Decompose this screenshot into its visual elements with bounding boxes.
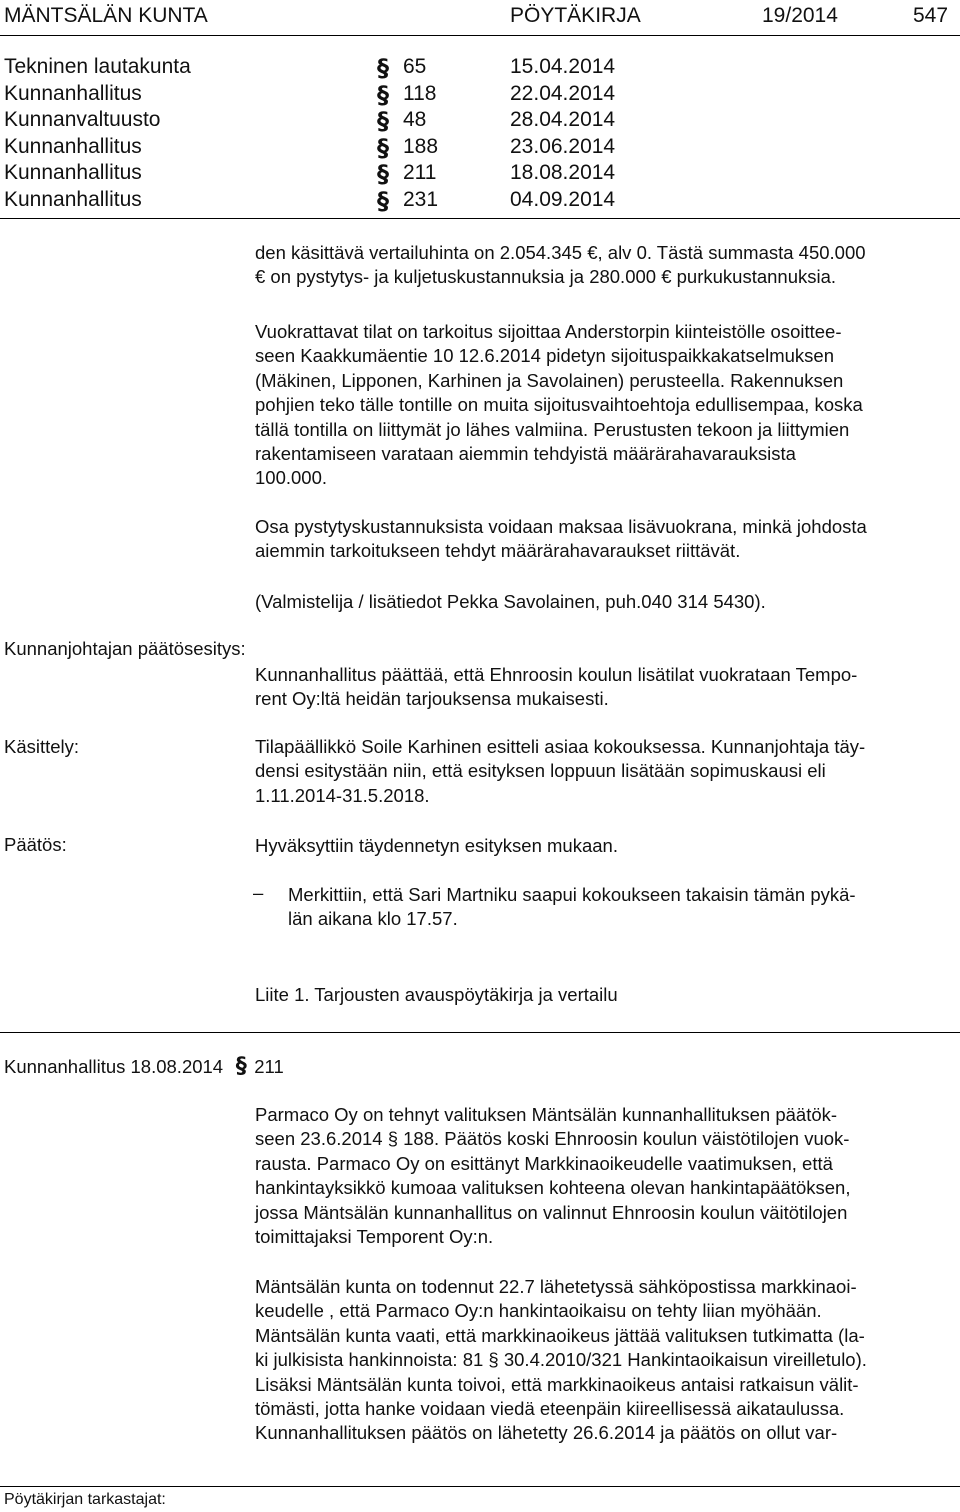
attachment-note [255,983,960,1007]
text-line: Hyväksyttiin täydennetyn esityksen mukaan. [255,835,618,856]
section-sign-icon: § [377,134,389,162]
proposal-text [255,663,960,712]
footer-label: Pöytäkirjan tarkastajat: [4,1491,166,1508]
handling-label: Käsittely: [4,736,80,757]
proposal-label: Kunnanjohtajan päätösesitys: [4,638,246,659]
page-number: 547 [913,4,949,27]
paragraph-price [255,241,960,290]
text-line: pohjien teko tälle tontille on muita sijoitusvaihtoehtoja edullisempaa, koska [255,394,863,416]
text-line: seen 23.6.2014 § 188. Päätös koski Ehnroosin koulun väistötilojen vuok- [255,1128,850,1150]
text-line: Kunnanhallitus päättää, että Ehnroosin koulun lisätilat vuokrataan Tempo- [255,664,858,685]
section-sign-icon: § [377,160,389,188]
text-line: Parmaco Oy on tehnyt valituksen Mäntsälän kunnanhallituksen päätök- [255,1104,838,1125]
history-section: 118 [403,82,437,105]
text-line: toimittajaksi Temporent Oy:n. [255,1226,494,1248]
text-line: Merkittiin, että Sari Martniku saapui kokoukseen takaisin tämän pykä- [288,884,856,905]
document-type: PÖYTÄKIRJA [510,4,641,27]
text-line: Tilapäällikkö Soile Karhinen esitteli asiaa kokouksessa. Kunnanjohtaja täy- [255,736,866,757]
document-number: 19/2014 [762,4,838,27]
text-line: Lisäksi Mäntsälän kunta toivoi, että markkinaoikeus antaisi ratkaisun välit- [255,1373,859,1395]
history-body: Kunnanhallitus [4,135,142,158]
text-line: densi esitystään niin, että esityksen loppuun lisätään sopimuskausi eli [255,760,826,782]
history-body: Tekninen lautakunta [4,55,191,78]
bullet-text [288,883,960,932]
text-line: län aikana klo 17.57. [288,908,458,930]
section-sign-icon: § [377,187,389,215]
footer-divider [0,1486,960,1487]
text-line: tömästi, jotta hanke voidaan viedä eteenpäin kiireellisessä aikataulussa. [255,1398,845,1420]
text-line: seen Kaakkumäentie 10 12.6.2014 pidetyn sijoituspaikkakatselmuksen [255,345,835,367]
meeting-reference [4,1054,284,1079]
meeting-body: Kunnanhallitus 18.08.2014 [4,1056,224,1077]
text-line: rakentamiseen varataan aiemmin tehdyistä määrärahavarauksista [255,443,796,465]
text-line: Vuokrattavat tilat on tarkoitus sijoittaa Anderstorpin kiinteistölle osoittee- [255,321,842,342]
text-line: € on pystytys- ja kuljetuskustannuksia ja 280.000 € purkukustannuksia. [255,266,837,288]
section-sign-icon: § [377,54,389,82]
text-line: Liite 1. Tarjousten avauspöytäkirja ja vertailu [255,984,618,1005]
handling-text [255,735,960,808]
text-line: tällä tontilla on liittymät jo lähes valmiina. Perustusten tekoon ja liittymien [255,418,850,440]
history-date: 04.09.2014 [510,188,616,211]
text-line: Osa pystytyskustannuksista voidaan maksaa lisävuokrana, minkä johdosta [255,516,867,537]
text-line: 100.000. [255,467,328,489]
text-line: (Valmistelija / lisätiedot Pekka Savolainen, puh.040 314 5430). [255,591,766,612]
decision-text [255,834,960,858]
text-line: keudelle , että Parmaco Oy:n hankintaoikaisu on tehty liian myöhään. [255,1300,822,1322]
text-line: Mäntsälän kunta on todennut 22.7 lähetetyssä sähköpostissa markkinaoi- [255,1276,857,1297]
text-line: (Mäkinen, Lipponen, Karhinen ja Savolainen) perusteella. Rakennuksen [255,369,844,391]
paragraph-preparer [255,590,960,614]
history-section: 211 [403,161,437,184]
history-date: 18.08.2014 [510,161,616,184]
meeting-section: 211 [254,1056,284,1077]
history-section: 48 [403,108,427,131]
history-section: 188 [403,135,439,158]
paragraph-location [255,320,960,491]
section-divider [0,1032,960,1033]
text-line: ki julkisista hankinnoista: 81 § 30.4.2010/321 Hankintaoikaisun vireilletulo). [255,1349,867,1371]
text-line: rausta. Parmaco Oy on esittänyt Markkinaoikeudelle vaatimuksen, että [255,1152,833,1174]
decision-label: Päätös: [4,834,67,855]
text-line: Mäntsälän kunta vaati, että markkinaoikeus jättää valituksen tutkimatta (la- [255,1324,865,1346]
paragraph-costs [255,515,960,564]
text-line: rent Oy:ltä heidän tarjouksensa mukaisesti. [255,688,609,710]
paragraph-response [255,1275,960,1446]
bullet-dash-icon: – [253,882,264,903]
section-sign-icon: § [235,1054,247,1079]
paragraph-appeal [255,1103,960,1249]
history-body: Kunnanhallitus [4,161,142,184]
text-line: 1.11.2014-31.5.2018. [255,784,430,806]
history-body: Kunnanhallitus [4,188,142,211]
text-line: den käsittävä vertailuhinta on 2.054.345 €, alv 0. Tästä summasta 450.000 [255,242,866,263]
section-sign-icon: § [377,81,389,109]
text-line: aiemmin tarkoitukseen tehdyt määrärahavaraukset riittävät. [255,540,741,562]
text-line: hankintayksikkö kumoaa valituksen kohteena olevan hankintapäätöksen, [255,1177,851,1199]
history-body: Kunnanvaltuusto [4,108,161,131]
history-date: 22.04.2014 [510,82,616,105]
history-divider [0,218,960,219]
text-line: jossa Mäntsälän kunnanhallitus on valinnut Ehnroosin koulun väitötilojen [255,1201,848,1223]
municipality-name: MÄNTSÄLÄN KUNTA [4,4,208,27]
history-date: 28.04.2014 [510,108,616,131]
history-date: 23.06.2014 [510,135,616,158]
header-divider [0,35,960,36]
history-date: 15.04.2014 [510,55,616,78]
section-sign-icon: § [377,107,389,135]
history-body: Kunnanhallitus [4,82,142,105]
text-line: Kunnanhallituksen päätös on lähetetty 26.6.2014 ja päätös on ollut var- [255,1422,838,1444]
history-section: 231 [403,188,439,211]
history-section: 65 [403,55,427,78]
